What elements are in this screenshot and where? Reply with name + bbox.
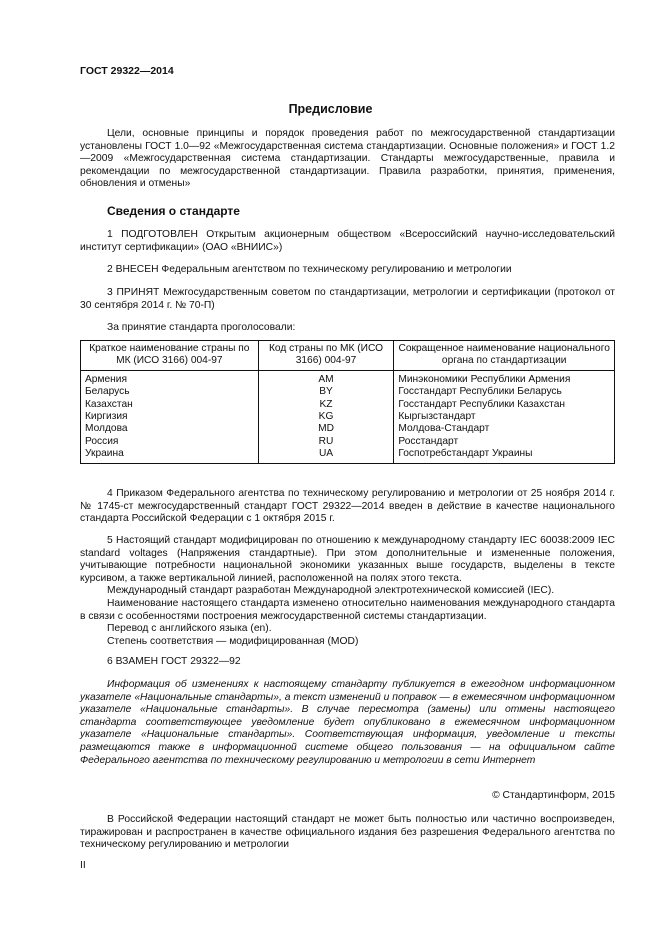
cell-code: KZ xyxy=(258,399,394,411)
intro-block xyxy=(80,128,615,191)
table-row xyxy=(81,386,615,398)
cell-code: BY xyxy=(258,386,394,398)
info-notice-text: Информация об изменениях к настоящему стандарту публикуется в ежегодном информационном указателе «Национальные стандарты», а текст изменений и поправок — в ежемесячном информационном указателе «Национальные стандарты». В случае пересмотра (замены) или отмены настоящего стандарта соответствующее уведомление будет опубликовано в ежемесячном информационном указателе «Национальные стандарты». Соответствующая информация, уведомление и тексты размещаются также в информационной системе общего пользования — на официальном сайте Федерального агентства по техническому регулированию и метрологии в сети Интернет xyxy=(80,679,615,766)
cell-code: KG xyxy=(258,411,394,423)
cell-body: Госстандарт Республики Казахстан xyxy=(394,399,615,411)
cell-country: Армения xyxy=(81,370,259,386)
cell-body: Росстандарт xyxy=(394,436,615,448)
header-national-body: Сокращенное наименование национального органа по стандартизации xyxy=(394,341,615,371)
cell-country: Беларусь xyxy=(81,386,259,398)
item-3 xyxy=(80,287,615,312)
cell-country: Россия xyxy=(81,436,259,448)
table-row xyxy=(81,436,615,448)
info-notice xyxy=(80,679,615,767)
item-3-text: 3 ПРИНЯТ Межгосударственным советом по стандартизации, метрологии и сертификации (протокол от 30 сентября 2014 г. № 70-П) xyxy=(80,287,615,311)
cell-country: Казахстан xyxy=(81,399,259,411)
cell-country: Молдова xyxy=(81,423,259,435)
voted-label-block xyxy=(80,322,615,335)
item-5 xyxy=(80,535,615,648)
copyright: © Стандартинформ, 2015 xyxy=(492,790,615,801)
item-4 xyxy=(80,488,615,526)
table-header-row xyxy=(81,341,615,371)
item-1 xyxy=(80,229,615,254)
cell-body: Госстандарт Республики Беларусь xyxy=(394,386,615,398)
section-title: Сведения о стандарте xyxy=(107,204,240,218)
item-6 xyxy=(80,656,615,669)
cell-body: Минэкономики Республики Армения xyxy=(394,370,615,386)
table-row xyxy=(81,399,615,411)
item-5-developer: Международный стандарт разработан Международной электротехнической комиссией (IEC). xyxy=(107,585,555,597)
item-1-text: 1 ПОДГОТОВЛЕН Открытым акционерным обществом «Всероссийский научно-исследовательский институт сертификации» (ОАО «ВНИИС») xyxy=(80,229,615,253)
voted-label: За принятие стандарта проголосовали: xyxy=(107,322,296,333)
cell-country: Украина xyxy=(81,448,259,463)
item-5-conformity: Степень соответствия — модифицированная (MOD) xyxy=(107,635,359,647)
cell-code: MD xyxy=(258,423,394,435)
item-5-text: 5 Настоящий стандарт модифицирован по отношению к международному стандарту IEC 60038:2009 IEC standard voltages (Напряжения стандартные). При этом дополнительные и измененные положения, учитывающие потребности национальной экономики указанных выше государств, выделены в тексте курсивом, а также вертикальной линией, расположенной на полях этого текста. xyxy=(80,535,615,584)
document-header: ГОСТ 29322—2014 xyxy=(80,65,174,77)
cell-country: Киргизия xyxy=(81,411,259,423)
table-row xyxy=(81,370,615,386)
item-6-text: 6 ВЗАМЕН ГОСТ 29322—92 xyxy=(107,656,241,667)
item-5-translation: Перевод с английского языка (en). xyxy=(107,623,272,635)
cell-body: Кыргызстандарт xyxy=(394,411,615,423)
table-row xyxy=(81,448,615,463)
page-title: Предисловие xyxy=(288,102,373,116)
cell-code: AM xyxy=(258,370,394,386)
cell-body: Молдова-Стандарт xyxy=(394,423,615,435)
item-2 xyxy=(80,264,615,277)
header-country-name: Краткое наименование страны по МК (ИСО 3166) 004-97 xyxy=(81,341,259,371)
item-5-name-change: Наименование настоящего стандарта изменено относительно наименования международного стандарта в связи с особенностями построения межгосударственной системы стандартизации. xyxy=(80,597,615,622)
table-row xyxy=(81,423,615,435)
rights-notice xyxy=(80,814,615,852)
item-4-text: 4 Приказом Федерального агентства по техническому регулированию и метрологии от 25 ноября 2014 г. № 1745-ст межгосударственный стандарт ГОСТ 29322—2014 введен в действие в качестве национального стандарта Российской Федерации с 1 октября 2015 г. xyxy=(80,488,615,525)
header-country-code: Код страны по МК (ИСО 3166) 004-97 xyxy=(258,341,394,371)
cell-code: RU xyxy=(258,436,394,448)
item-2-text: 2 ВНЕСЕН Федеральным агентством по техническому регулированию и метрологии xyxy=(107,264,512,275)
cell-body: Госпотребстандарт Украины xyxy=(394,448,615,463)
intro-paragraph: Цели, основные принципы и порядок проведения работ по межгосударственной стандартизации установлены ГОСТ 1.0—92 «Межгосударственная система стандартизации. Основные положения» и ГОСТ 1.2—2009 «Межгосударственная система стандартизации. Стандарты межгосударственные, правила и рекомендации по межгосударственной стандартизации. Правила разработки, принятия, применения, обновления и отмены» xyxy=(80,128,615,190)
page-number: II xyxy=(80,860,86,871)
voting-table xyxy=(80,340,615,464)
cell-code: UA xyxy=(258,448,394,463)
table-row xyxy=(81,411,615,423)
rights-notice-text: В Российской Федерации настоящий стандарт не может быть полностью или частично воспроизведен, тиражирован и распространен в качестве официального издания без разрешения Федерального агентства по техническому регулированию и метрологии xyxy=(80,814,615,851)
